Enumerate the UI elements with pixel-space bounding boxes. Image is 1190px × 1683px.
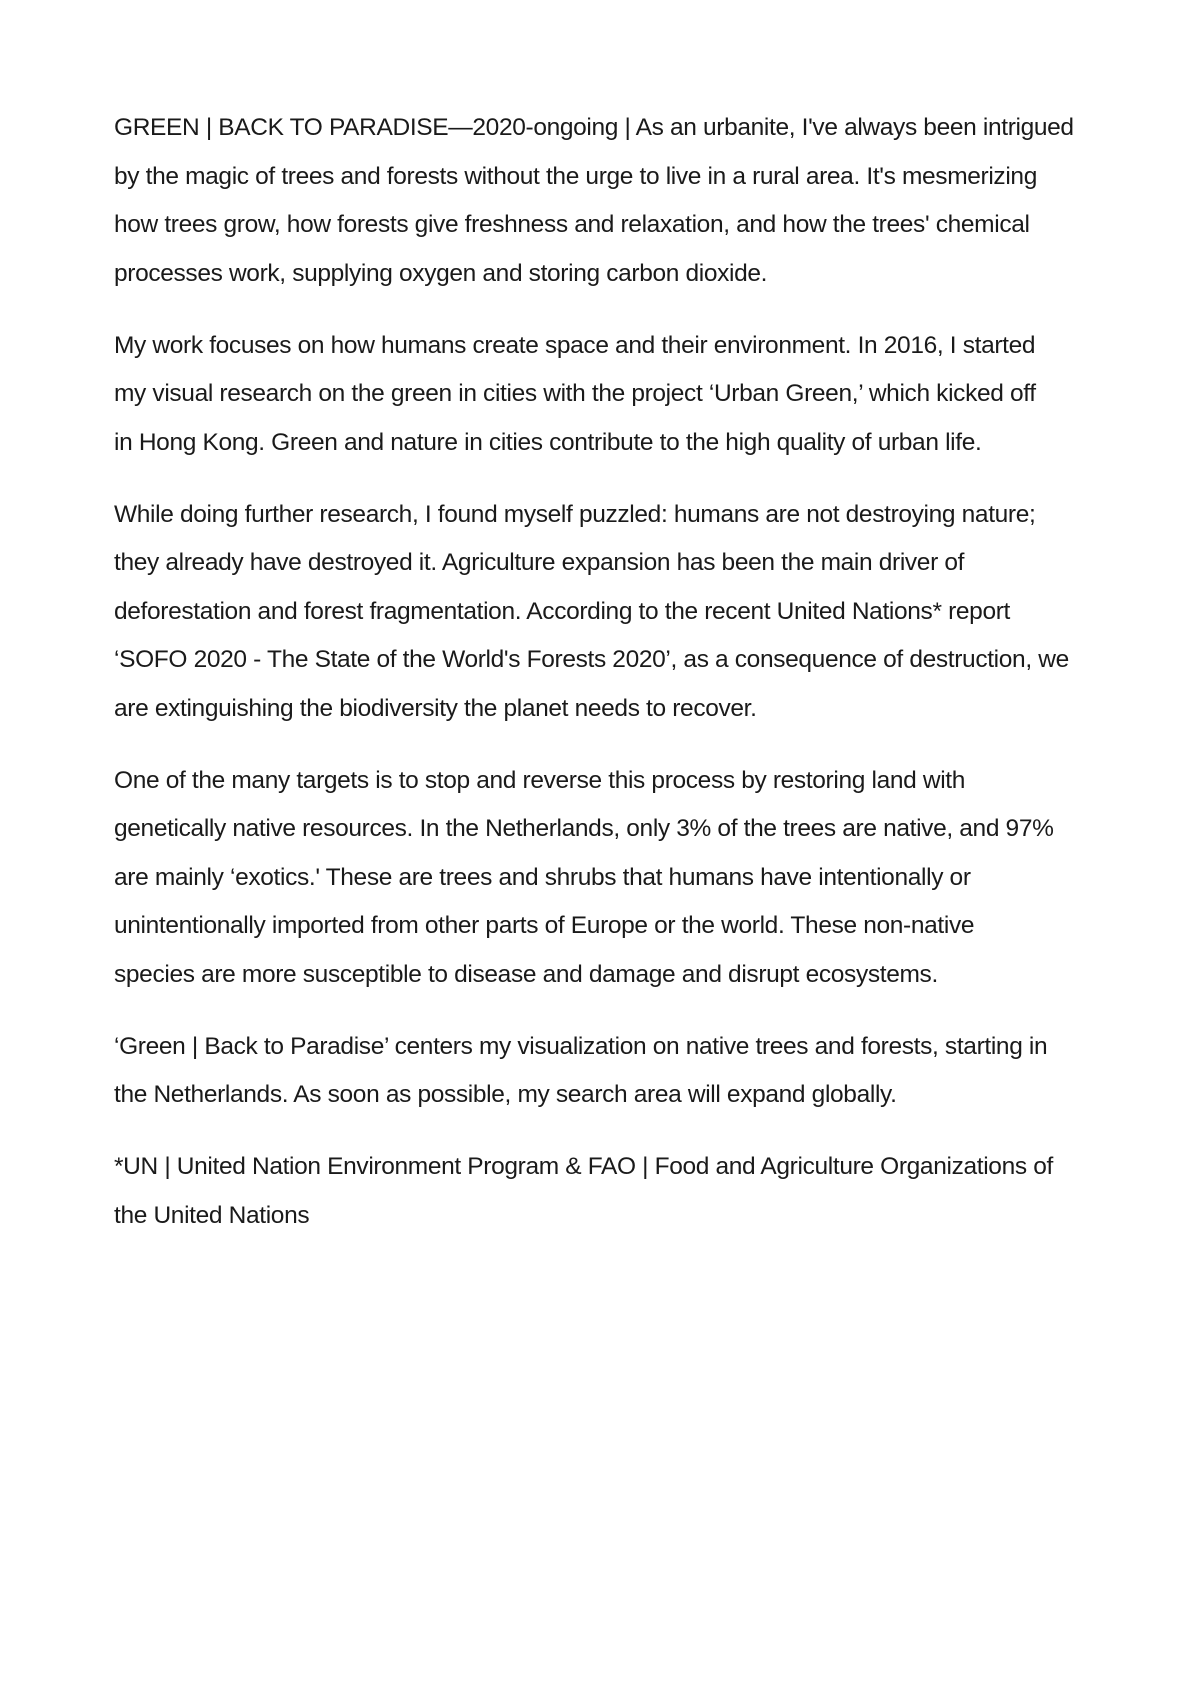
text-line: are extinguishing the biodiversity the planet needs to recover. xyxy=(114,694,757,722)
footnote xyxy=(114,1143,1114,1240)
work-focus-paragraph xyxy=(114,322,1114,468)
text-line: my visual research on the green in cities with the project ‘Urban Green,’ which kicked off xyxy=(114,380,1036,407)
text-line: My work focuses on how humans create space and their environment. In 2016, I started xyxy=(114,331,1036,359)
text-line: species are more susceptible to disease and damage and disrupt ecosystems. xyxy=(114,960,938,988)
targets-paragraph xyxy=(114,757,1114,1000)
text-line: genetically native resources. In the Netherlands, only 3% of the trees are native, and 97% xyxy=(114,815,1054,842)
document-body xyxy=(114,104,1114,1264)
project-paragraph xyxy=(114,1023,1114,1120)
text-line: *UN | United Nation Environment Program & FAO | Food and Agriculture Organizations of xyxy=(114,1153,1053,1180)
text-line: processes work, supplying oxygen and storing carbon dioxide. xyxy=(114,259,768,287)
text-line: One of the many targets is to stop and reverse this process by restoring land with xyxy=(114,766,966,794)
text-line: by the magic of trees and forests without the urge to live in a rural area. It's mesmerizing xyxy=(114,162,1037,190)
text-line: ‘SOFO 2020 - The State of the World's Forests 2020’, as a consequence of destruction, we xyxy=(114,646,1069,673)
text-line: the United Nations xyxy=(114,1201,310,1229)
intro-paragraph xyxy=(114,104,1114,298)
text-line: are mainly ‘exotics.' These are trees and shrubs that humans have intentionally or xyxy=(114,863,971,891)
text-line: deforestation and forest fragmentation. According to the recent United Nations* report xyxy=(114,597,1010,625)
text-line: the Netherlands. As soon as possible, my search area will expand globally. xyxy=(114,1081,897,1108)
text-line: in Hong Kong. Green and nature in cities contribute to the high quality of urban life. xyxy=(114,428,982,456)
text-line: GREEN | BACK TO PARADISE—2020-ongoing | As an urbanite, I've always been intrigued xyxy=(114,114,1074,141)
text-line: While doing further research, I found myself puzzled: humans are not destroying nature; xyxy=(114,500,1036,528)
text-line: how trees grow, how forests give freshness and relaxation, and how the trees' chemical xyxy=(114,211,1030,238)
text-line: ‘Green | Back to Paradise’ centers my visualization on native trees and forests, starting in xyxy=(114,1032,1048,1060)
research-paragraph xyxy=(114,491,1114,734)
text-line: they already have destroyed it. Agriculture expansion has been the main driver of xyxy=(114,549,965,576)
text-line: unintentionally imported from other parts of Europe or the world. These non-native xyxy=(114,912,975,939)
